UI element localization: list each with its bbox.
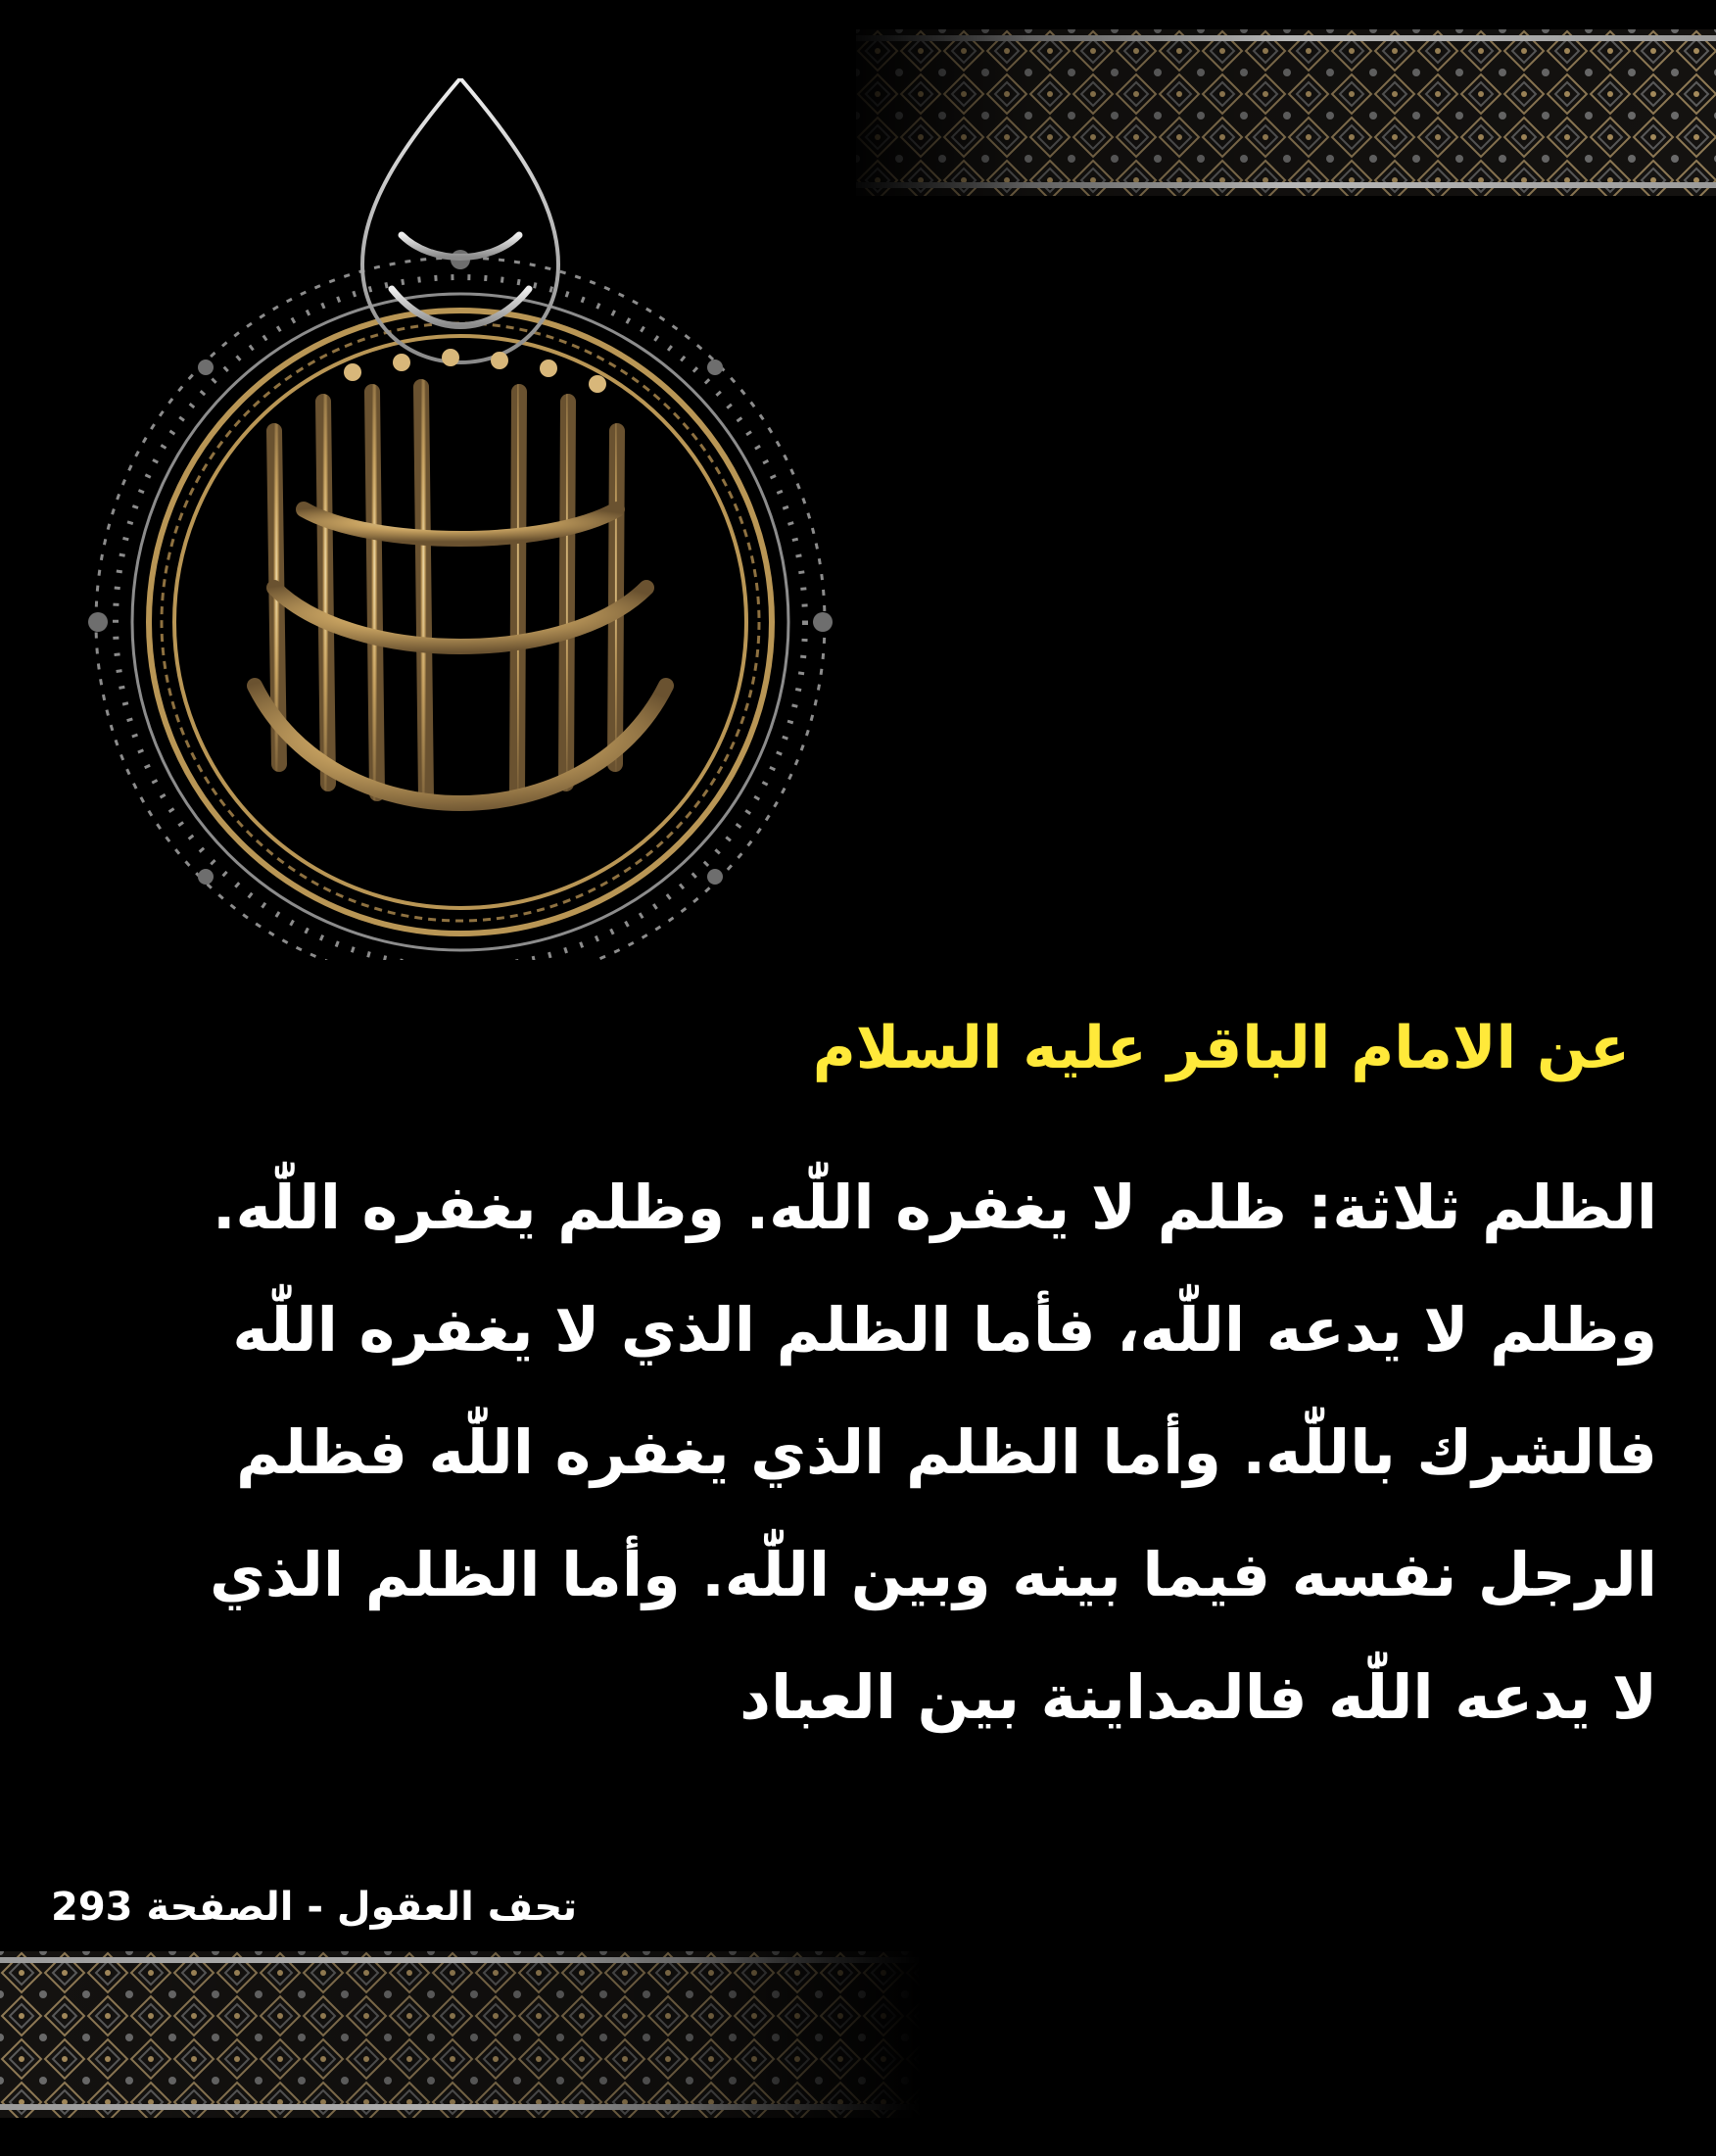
hadith-line: الرجل نفسه فيما بينه وبين اللّٰه. وأما الظلم الذي	[209, 1539, 1657, 1610]
bottom-ornament-band	[0, 1951, 921, 2118]
hadith-line: فالشرك باللّٰه. وأما الظلم الذي يغفره اللّٰه فظلم	[236, 1416, 1657, 1488]
hadith-text	[71, 1146, 1657, 1758]
calligraphy-emblem	[78, 78, 842, 960]
calligraphy-emblem-icon	[78, 78, 842, 960]
geometric-pattern-icon	[856, 29, 1716, 196]
page-title: عن الامام الباقر عليه السلام	[812, 1014, 1630, 1082]
top-ornament-band	[856, 29, 1716, 196]
hadith-line: الظلم ثلاثة: ظلم لا يغفره اللّٰه. وظلم يغفره اللّٰه.	[212, 1172, 1657, 1243]
geometric-pattern-icon	[0, 1951, 921, 2118]
hadith-line: لا يدعه اللّٰه فالمداينة بين العباد	[739, 1661, 1657, 1733]
source-citation: تحف العقول - الصفحة 293	[51, 1885, 578, 1930]
hadith-line: وظلم لا يدعه اللّٰه، فأما الظلم الذي لا يغفره اللّٰه	[232, 1294, 1657, 1365]
